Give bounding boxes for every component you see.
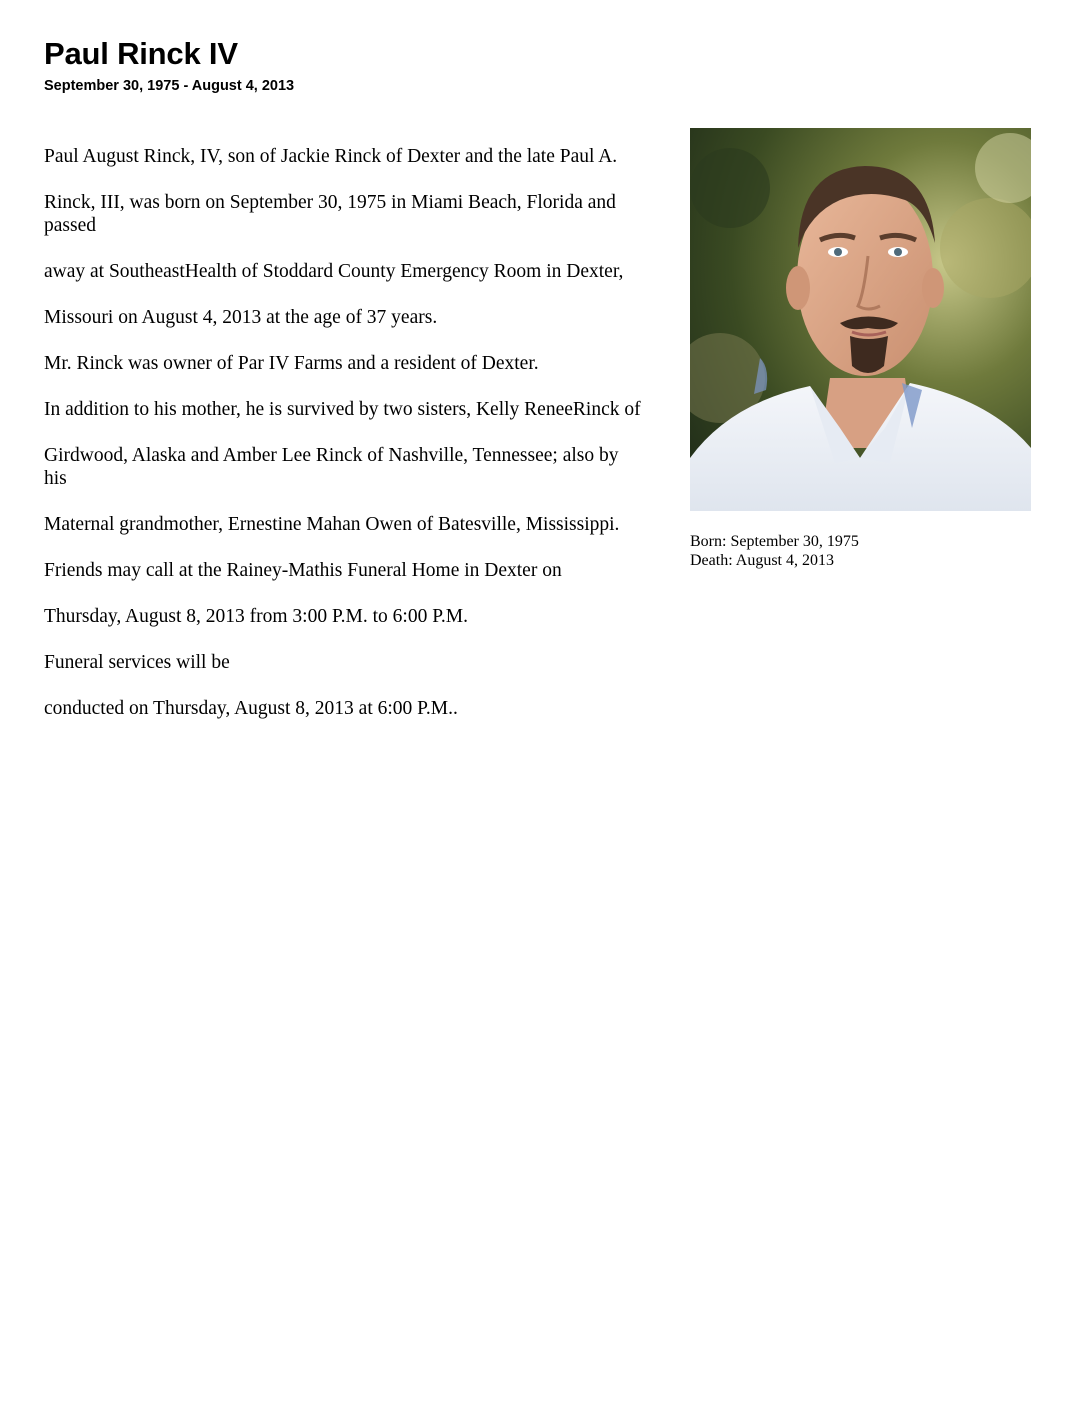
obituary-paragraph: conducted on Thursday, August 8, 2013 at 6:00 P.M.. bbox=[44, 698, 458, 719]
obituary-paragraph: In addition to his mother, he is survived by two sisters, Kelly ReneeRinck of bbox=[44, 399, 641, 420]
life-summary bbox=[690, 532, 859, 570]
obituary-paragraph: Funeral services will be bbox=[44, 652, 230, 673]
obituary-paragraph: Rinck, III, was born on September 30, 1975 in Miami Beach, Florida and passed bbox=[44, 192, 616, 236]
obituary-paragraph: away at SoutheastHealth of Stoddard County Emergency Room in Dexter, bbox=[44, 261, 624, 282]
page-title: Paul Rinck IV bbox=[44, 36, 238, 71]
portrait-photo bbox=[690, 128, 1031, 511]
obituary-paragraph: Maternal grandmother, Ernestine Mahan Owen of Batesville, Mississippi. bbox=[44, 514, 620, 535]
obituary-paragraph: Missouri on August 4, 2013 at the age of 37 years. bbox=[44, 307, 438, 328]
obituary-paragraph: Friends may call at the Rainey-Mathis Funeral Home in Dexter on bbox=[44, 560, 562, 581]
obituary-paragraph: Thursday, August 8, 2013 from 3:00 P.M. to 6:00 P.M. bbox=[44, 606, 468, 627]
born-date: Born: September 30, 1975 bbox=[690, 533, 859, 550]
life-dates: September 30, 1975 - August 4, 2013 bbox=[44, 78, 295, 94]
obituary-text bbox=[44, 145, 644, 743]
obituary-paragraph: Mr. Rinck was owner of Par IV Farms and a resident of Dexter. bbox=[44, 353, 539, 374]
obituary-paragraph: Paul August Rinck, IV, son of Jackie Rinck of Dexter and the late Paul A. bbox=[44, 146, 618, 167]
obituary-paragraph: Girdwood, Alaska and Amber Lee Rinck of Nashville, Tennessee; also by his bbox=[44, 445, 619, 489]
death-date: Death: August 4, 2013 bbox=[690, 552, 834, 569]
